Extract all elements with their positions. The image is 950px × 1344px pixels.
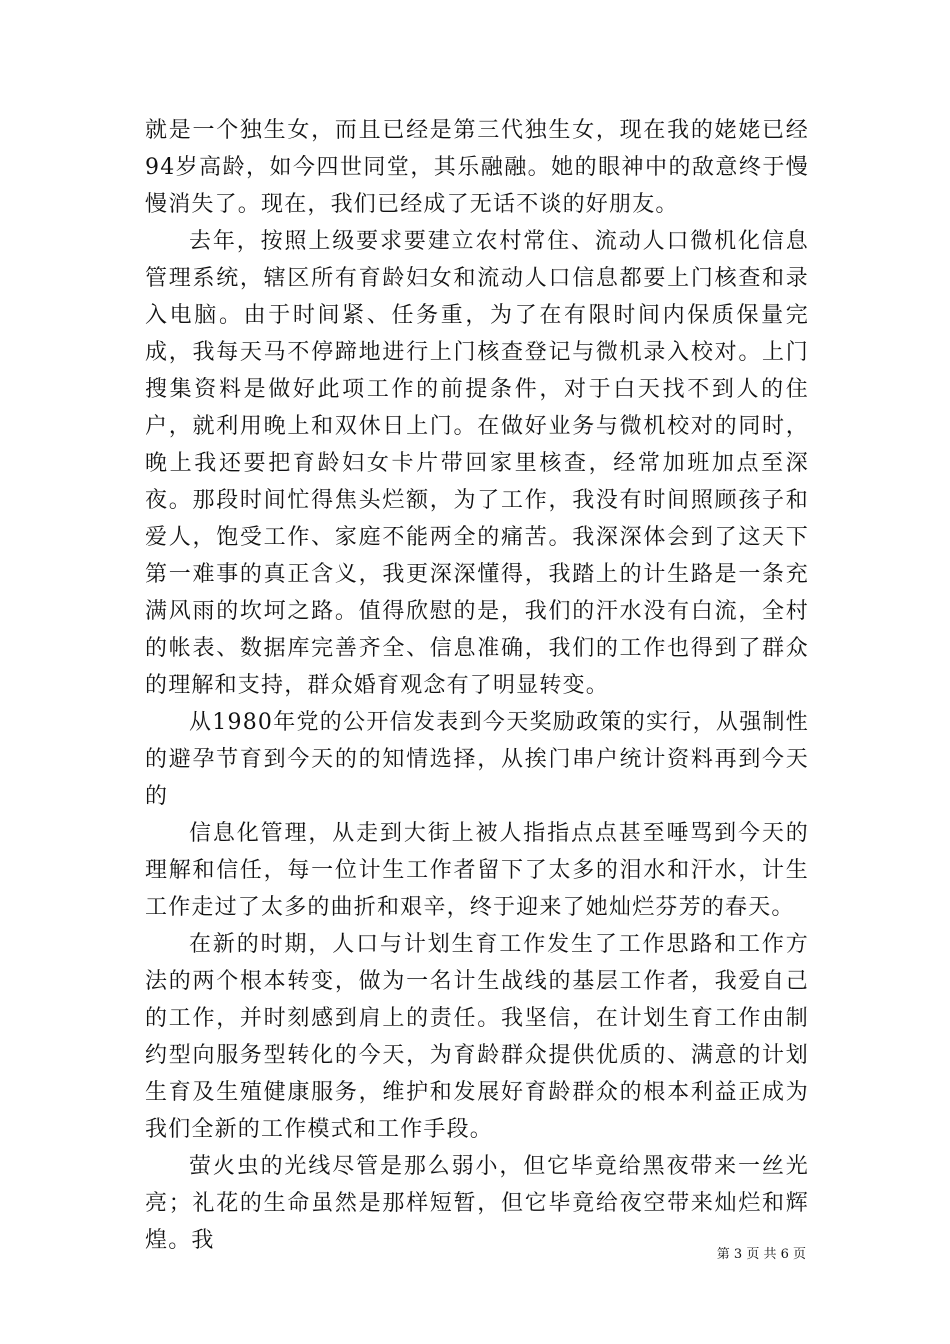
page-number-footer — [717, 1247, 806, 1263]
paragraph-1: 就是一个独生女，而且已经是第三代独生女，现在我的姥姥已经94岁高龄，如今四世同堂，其乐融融。她的眼神中的敌意终于慢慢消失了。现在，我们已经成了无话不谈的好朋友。 — [145, 118, 809, 217]
paragraph-3: 从1980年党的公开信发表到今天奖励政策的实行，从强制性的避孕节育到今天的的知情选择，从挨门串户统计资料再到今天的 — [145, 710, 809, 809]
paragraph-6: 萤火虫的光线尽管是那么弱小，但它毕竟给黑夜带来一丝光亮；礼花的生命虽然是那样短暂，但它毕竟给夜空带来灿烂和辉煌。我 — [145, 1154, 809, 1253]
page-number-label: 第 3 页 共 6 页 — [716, 1247, 806, 1262]
paragraph-2: 去年，按照上级要求要建立农村常住、流动人口微机化信息管理系统，辖区所有育龄妇女和流动人口信息都要上门核查和录入电脑。由于时间紧、任务重，为了在有限时间内保质保量完成，我每天马不停蹄地进行上门核查登记与微机录入校对。上门搜集资料是做好此项工作的前提条件，对于白天找不到人的住户，就利用晚上和双休日上门。在做好业务与微机校对的同时，晚上我还要把育龄妇女卡片带回家里核查，经常加班加点至深夜。那段时间忙得焦头烂额，为了工作，我没有时间照顾孩子和爱人，饱受工作、家庭不能两全的痛苦。我深深体会到了这天下第一难事的真正含义，我更深深懂得，我踏上的计生路是一条充满风雨的坎坷之路。值得欣慰的是，我们的汗水没有白流，全村的帐表、数据库完善齐全、信息准确，我们的工作也得到了群众的理解和支持，群众婚育观念有了明显转变。 — [145, 229, 809, 698]
document-body — [145, 112, 809, 1259]
paragraph-5: 在新的时期，人口与计划生育工作发生了工作思路和工作方法的两个根本转变，做为一名计生战线的基层工作者，我爱自己的工作，并时刻感到肩上的责任。我坚信，在计划生育工作由制约型向服务型转化的今天，为育龄群众提供优质的、满意的计划生育及生殖健康服务，维护和发展好育龄群众的根本利益正成为我们全新的工作模式和工作手段。 — [145, 932, 809, 1142]
paragraph-4: 信息化管理，从走到大街上被人指指点点甚至唾骂到今天的理解和信任，每一位计生工作者留下了太多的泪水和汗水，计生工作走过了太多的曲折和艰辛，终于迎来了她灿烂芬芳的春天。 — [145, 821, 809, 920]
